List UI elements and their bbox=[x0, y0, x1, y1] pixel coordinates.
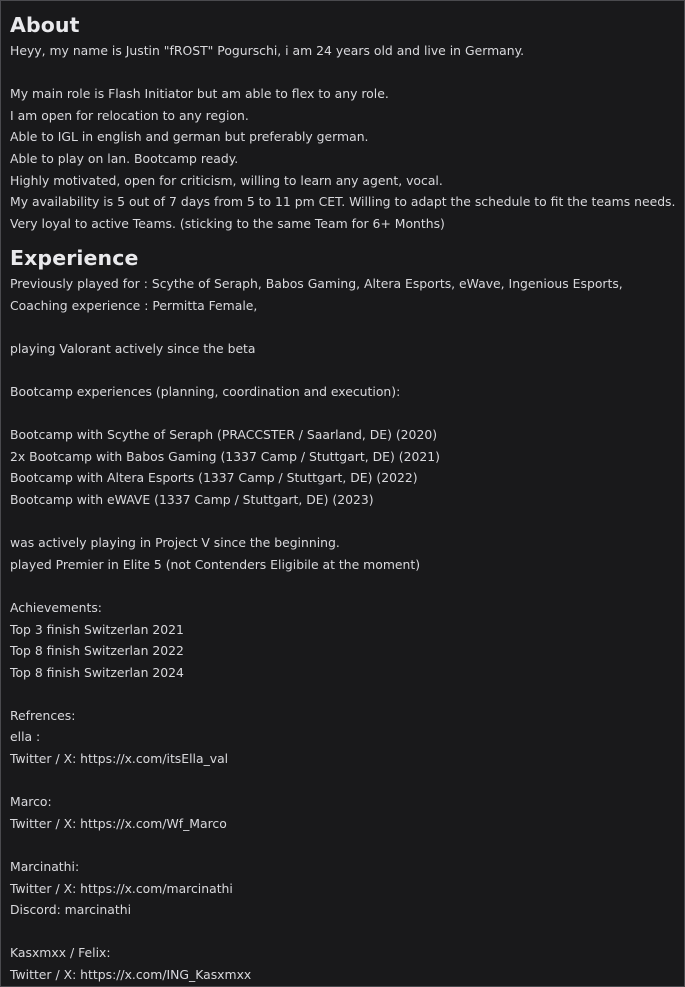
experience-line bbox=[10, 683, 684, 705]
reference-contact: Twitter / X: https://x.com/Wf_Marco bbox=[10, 815, 227, 831]
bootcamp-entry: Bootcamp with Scythe of Seraph (PRACCSTER / Saarland, DE) (2020) bbox=[10, 427, 438, 443]
experience-line bbox=[10, 921, 684, 943]
reference-contact: Twitter / X: https://x.com/marcinathi bbox=[10, 880, 233, 896]
experience-line: played Premier in Elite 5 (not Contenders Eligibile at the moment) bbox=[10, 556, 421, 572]
achievement-entry: Top 8 finish Switzerlan 2024 bbox=[10, 664, 184, 680]
about-line: Highly motivated, open for criticism, willing to learn any agent, vocal. bbox=[10, 172, 443, 188]
experience-line: playing Valorant actively since the beta bbox=[10, 340, 256, 356]
achievement-entry: Top 3 finish Switzerlan 2021 bbox=[10, 621, 184, 637]
bootcamp-entry: Bootcamp with Altera Esports (1337 Camp / Stuttgart, DE) (2022) bbox=[10, 470, 418, 486]
about-line bbox=[10, 62, 684, 84]
reference-name: Marcinathi: bbox=[10, 859, 80, 875]
reference-name: ella : bbox=[10, 729, 41, 745]
experience-line: was actively playing in Project V since the beginning. bbox=[10, 535, 340, 551]
reference-name: Marco: bbox=[10, 794, 52, 810]
references-label: Refrences: bbox=[10, 707, 76, 723]
about-line: Heyy, my name is Justin "fROST" Pogurschi, i am 24 years old and live in Germany. bbox=[10, 43, 525, 58]
bootcamp-entry: Bootcamp with eWAVE (1337 Camp / Stuttgart, DE) (2023) bbox=[10, 491, 374, 507]
experience-section bbox=[10, 244, 684, 986]
about-line: My availability is 5 out of 7 days from 5 to 11 pm CET. Willing to adapt the schedule to fit the teams needs. bbox=[10, 194, 676, 210]
experience-line bbox=[10, 770, 684, 792]
experience-line bbox=[10, 575, 684, 597]
about-line: Able to IGL in english and german but preferably german. bbox=[10, 129, 369, 145]
about-line: I am open for relocation to any region. bbox=[10, 107, 249, 123]
experience-line: Coaching experience : Permitta Female, bbox=[10, 297, 258, 313]
about-line: My main role is Flash Initiator but am able to flex to any role. bbox=[10, 86, 389, 102]
achievements-label: Achievements: bbox=[10, 599, 102, 615]
bootcamp-entry: 2x Bootcamp with Babos Gaming (1337 Camp / Stuttgart, DE) (2021) bbox=[10, 448, 440, 464]
about-heading: About bbox=[10, 13, 80, 37]
achievement-entry: Top 8 finish Switzerlan 2022 bbox=[10, 643, 184, 659]
experience-line bbox=[10, 359, 684, 381]
reference-contact: Twitter / X: https://x.com/itsElla_val bbox=[10, 751, 229, 767]
experience-line: Bootcamp experiences (planning, coordination and execution): bbox=[10, 383, 401, 399]
reference-contact: Discord: marcinathi bbox=[10, 902, 132, 918]
about-body bbox=[10, 40, 684, 234]
about-section bbox=[10, 11, 684, 234]
experience-line bbox=[10, 834, 684, 856]
reference-contact: Twitter / X: https://x.com/ING_Kasxmxx bbox=[10, 967, 252, 982]
about-line: Able to play on lan. Bootcamp ready. bbox=[10, 150, 239, 166]
experience-heading: Experience bbox=[10, 246, 139, 270]
about-line: Very loyal to active Teams. (sticking to the same Team for 6+ Months) bbox=[10, 215, 445, 231]
reference-name: Kasxmxx / Felix: bbox=[10, 945, 111, 961]
experience-line bbox=[10, 316, 684, 338]
experience-line: Previously played for : Scythe of Seraph, Babos Gaming, Altera Esports, eWave, Ingenious Esports, bbox=[10, 276, 623, 291]
experience-body bbox=[10, 273, 684, 986]
experience-line bbox=[10, 403, 684, 425]
experience-line bbox=[10, 511, 684, 533]
